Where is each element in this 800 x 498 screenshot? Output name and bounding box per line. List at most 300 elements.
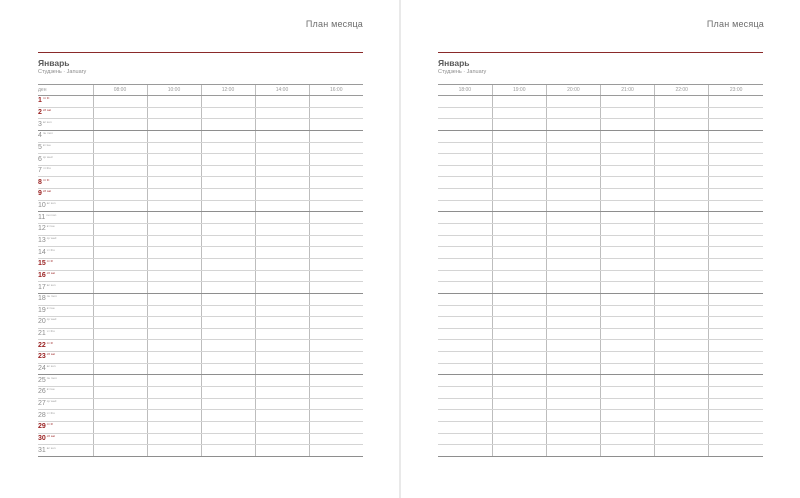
schedule-cell[interactable] — [309, 119, 363, 131]
schedule-cell[interactable] — [709, 340, 763, 352]
schedule-cell[interactable] — [600, 165, 654, 177]
schedule-cell[interactable] — [600, 421, 654, 433]
schedule-cell[interactable] — [600, 398, 654, 410]
schedule-cell[interactable] — [309, 398, 363, 410]
schedule-cell[interactable] — [600, 387, 654, 399]
schedule-cell[interactable] — [93, 305, 147, 317]
schedule-cell[interactable] — [655, 387, 709, 399]
schedule-cell[interactable] — [309, 154, 363, 166]
schedule-cell[interactable] — [492, 445, 546, 457]
schedule-cell[interactable] — [492, 258, 546, 270]
schedule-cell[interactable] — [438, 107, 492, 119]
schedule-cell[interactable] — [201, 119, 255, 131]
schedule-cell[interactable] — [201, 247, 255, 259]
schedule-cell[interactable] — [655, 96, 709, 108]
schedule-cell[interactable] — [600, 317, 654, 329]
schedule-cell[interactable] — [255, 212, 309, 224]
schedule-cell[interactable] — [201, 375, 255, 387]
schedule-cell[interactable] — [492, 421, 546, 433]
schedule-cell[interactable] — [546, 177, 600, 189]
schedule-cell[interactable] — [600, 177, 654, 189]
schedule-cell[interactable] — [147, 363, 201, 375]
schedule-cell[interactable] — [438, 119, 492, 131]
schedule-cell[interactable] — [492, 317, 546, 329]
schedule-cell[interactable] — [600, 305, 654, 317]
schedule-cell[interactable] — [255, 96, 309, 108]
schedule-cell[interactable] — [201, 177, 255, 189]
schedule-cell[interactable] — [655, 154, 709, 166]
schedule-cell[interactable] — [655, 258, 709, 270]
schedule-cell[interactable] — [309, 387, 363, 399]
schedule-cell[interactable] — [655, 107, 709, 119]
schedule-cell[interactable] — [147, 189, 201, 201]
schedule-cell[interactable] — [147, 165, 201, 177]
schedule-cell[interactable] — [93, 200, 147, 212]
schedule-cell[interactable] — [438, 328, 492, 340]
schedule-cell[interactable] — [201, 410, 255, 422]
schedule-cell[interactable] — [255, 247, 309, 259]
schedule-cell[interactable] — [600, 200, 654, 212]
schedule-cell[interactable] — [255, 328, 309, 340]
schedule-cell[interactable] — [600, 363, 654, 375]
schedule-cell[interactable] — [201, 235, 255, 247]
schedule-cell[interactable] — [492, 305, 546, 317]
schedule-cell[interactable] — [93, 177, 147, 189]
schedule-cell[interactable] — [201, 212, 255, 224]
schedule-cell[interactable] — [492, 363, 546, 375]
schedule-cell[interactable] — [438, 165, 492, 177]
schedule-cell[interactable] — [147, 247, 201, 259]
schedule-cell[interactable] — [309, 445, 363, 457]
schedule-cell[interactable] — [309, 270, 363, 282]
schedule-cell[interactable] — [255, 293, 309, 305]
schedule-cell[interactable] — [93, 212, 147, 224]
schedule-cell[interactable] — [147, 293, 201, 305]
schedule-cell[interactable] — [709, 317, 763, 329]
schedule-cell[interactable] — [438, 293, 492, 305]
schedule-cell[interactable] — [93, 398, 147, 410]
schedule-cell[interactable] — [438, 305, 492, 317]
schedule-cell[interactable] — [309, 375, 363, 387]
schedule-cell[interactable] — [492, 177, 546, 189]
schedule-cell[interactable] — [600, 352, 654, 364]
schedule-cell[interactable] — [147, 130, 201, 142]
schedule-cell[interactable] — [93, 154, 147, 166]
schedule-cell[interactable] — [438, 270, 492, 282]
schedule-cell[interactable] — [93, 421, 147, 433]
schedule-cell[interactable] — [255, 258, 309, 270]
schedule-cell[interactable] — [93, 282, 147, 294]
schedule-cell[interactable] — [147, 154, 201, 166]
schedule-cell[interactable] — [201, 282, 255, 294]
schedule-cell[interactable] — [147, 212, 201, 224]
schedule-cell[interactable] — [546, 119, 600, 131]
schedule-cell[interactable] — [492, 142, 546, 154]
schedule-cell[interactable] — [655, 328, 709, 340]
schedule-cell[interactable] — [255, 235, 309, 247]
schedule-cell[interactable] — [709, 387, 763, 399]
schedule-cell[interactable] — [492, 410, 546, 422]
schedule-cell[interactable] — [255, 352, 309, 364]
schedule-cell[interactable] — [438, 247, 492, 259]
schedule-cell[interactable] — [546, 270, 600, 282]
schedule-cell[interactable] — [655, 305, 709, 317]
schedule-cell[interactable] — [147, 410, 201, 422]
schedule-cell[interactable] — [600, 107, 654, 119]
schedule-cell[interactable] — [309, 258, 363, 270]
schedule-cell[interactable] — [546, 165, 600, 177]
schedule-cell[interactable] — [655, 410, 709, 422]
schedule-cell[interactable] — [655, 270, 709, 282]
schedule-cell[interactable] — [709, 235, 763, 247]
schedule-cell[interactable] — [709, 224, 763, 236]
schedule-cell[interactable] — [492, 433, 546, 445]
schedule-cell[interactable] — [492, 247, 546, 259]
schedule-cell[interactable] — [93, 258, 147, 270]
schedule-cell[interactable] — [201, 224, 255, 236]
schedule-cell[interactable] — [93, 375, 147, 387]
schedule-cell[interactable] — [147, 96, 201, 108]
schedule-cell[interactable] — [438, 130, 492, 142]
schedule-cell[interactable] — [201, 305, 255, 317]
schedule-cell[interactable] — [709, 154, 763, 166]
schedule-cell[interactable] — [546, 282, 600, 294]
schedule-cell[interactable] — [492, 235, 546, 247]
schedule-cell[interactable] — [309, 200, 363, 212]
schedule-cell[interactable] — [147, 142, 201, 154]
schedule-cell[interactable] — [600, 154, 654, 166]
schedule-cell[interactable] — [255, 421, 309, 433]
schedule-cell[interactable] — [600, 212, 654, 224]
schedule-cell[interactable] — [255, 165, 309, 177]
schedule-cell[interactable] — [655, 282, 709, 294]
schedule-cell[interactable] — [255, 445, 309, 457]
schedule-cell[interactable] — [600, 224, 654, 236]
schedule-cell[interactable] — [492, 270, 546, 282]
schedule-cell[interactable] — [492, 96, 546, 108]
schedule-cell[interactable] — [201, 445, 255, 457]
schedule-cell[interactable] — [492, 352, 546, 364]
schedule-cell[interactable] — [147, 200, 201, 212]
schedule-cell[interactable] — [546, 363, 600, 375]
schedule-cell[interactable] — [546, 433, 600, 445]
schedule-cell[interactable] — [438, 352, 492, 364]
schedule-cell[interactable] — [201, 398, 255, 410]
schedule-cell[interactable] — [309, 235, 363, 247]
schedule-cell[interactable] — [546, 398, 600, 410]
schedule-cell[interactable] — [309, 410, 363, 422]
schedule-cell[interactable] — [709, 410, 763, 422]
schedule-cell[interactable] — [492, 293, 546, 305]
schedule-cell[interactable] — [709, 445, 763, 457]
schedule-cell[interactable] — [255, 130, 309, 142]
schedule-cell[interactable] — [147, 107, 201, 119]
schedule-cell[interactable] — [309, 363, 363, 375]
schedule-cell[interactable] — [438, 387, 492, 399]
schedule-cell[interactable] — [255, 154, 309, 166]
schedule-cell[interactable] — [546, 96, 600, 108]
schedule-cell[interactable] — [147, 421, 201, 433]
schedule-cell[interactable] — [546, 421, 600, 433]
schedule-cell[interactable] — [438, 258, 492, 270]
schedule-cell[interactable] — [492, 212, 546, 224]
schedule-cell[interactable] — [147, 352, 201, 364]
schedule-cell[interactable] — [309, 130, 363, 142]
schedule-cell[interactable] — [309, 328, 363, 340]
schedule-cell[interactable] — [201, 165, 255, 177]
schedule-cell[interactable] — [255, 433, 309, 445]
schedule-cell[interactable] — [309, 317, 363, 329]
schedule-cell[interactable] — [438, 421, 492, 433]
schedule-cell[interactable] — [93, 328, 147, 340]
schedule-cell[interactable] — [438, 177, 492, 189]
schedule-cell[interactable] — [438, 96, 492, 108]
schedule-cell[interactable] — [255, 410, 309, 422]
schedule-cell[interactable] — [255, 200, 309, 212]
schedule-cell[interactable] — [201, 363, 255, 375]
schedule-cell[interactable] — [309, 340, 363, 352]
schedule-cell[interactable] — [600, 258, 654, 270]
schedule-cell[interactable] — [709, 96, 763, 108]
schedule-cell[interactable] — [255, 305, 309, 317]
schedule-cell[interactable] — [600, 375, 654, 387]
schedule-cell[interactable] — [600, 340, 654, 352]
schedule-cell[interactable] — [709, 352, 763, 364]
schedule-cell[interactable] — [492, 224, 546, 236]
schedule-cell[interactable] — [546, 305, 600, 317]
schedule-cell[interactable] — [147, 445, 201, 457]
schedule-cell[interactable] — [309, 165, 363, 177]
schedule-cell[interactable] — [93, 247, 147, 259]
schedule-cell[interactable] — [255, 142, 309, 154]
schedule-cell[interactable] — [546, 375, 600, 387]
schedule-cell[interactable] — [655, 130, 709, 142]
schedule-cell[interactable] — [600, 119, 654, 131]
schedule-cell[interactable] — [255, 119, 309, 131]
schedule-cell[interactable] — [600, 130, 654, 142]
schedule-cell[interactable] — [546, 235, 600, 247]
schedule-cell[interactable] — [546, 142, 600, 154]
schedule-cell[interactable] — [438, 200, 492, 212]
schedule-cell[interactable] — [255, 317, 309, 329]
schedule-cell[interactable] — [93, 387, 147, 399]
schedule-cell[interactable] — [546, 154, 600, 166]
schedule-cell[interactable] — [93, 293, 147, 305]
schedule-cell[interactable] — [147, 305, 201, 317]
schedule-cell[interactable] — [255, 270, 309, 282]
schedule-cell[interactable] — [492, 200, 546, 212]
schedule-cell[interactable] — [438, 445, 492, 457]
schedule-cell[interactable] — [546, 107, 600, 119]
schedule-cell[interactable] — [709, 130, 763, 142]
schedule-cell[interactable] — [709, 398, 763, 410]
schedule-cell[interactable] — [709, 328, 763, 340]
schedule-cell[interactable] — [600, 270, 654, 282]
schedule-cell[interactable] — [709, 107, 763, 119]
schedule-cell[interactable] — [309, 293, 363, 305]
schedule-cell[interactable] — [309, 189, 363, 201]
schedule-cell[interactable] — [709, 375, 763, 387]
schedule-cell[interactable] — [93, 410, 147, 422]
schedule-cell[interactable] — [709, 421, 763, 433]
schedule-cell[interactable] — [655, 200, 709, 212]
schedule-cell[interactable] — [709, 282, 763, 294]
schedule-cell[interactable] — [255, 177, 309, 189]
schedule-cell[interactable] — [201, 421, 255, 433]
schedule-cell[interactable] — [709, 165, 763, 177]
schedule-cell[interactable] — [546, 258, 600, 270]
schedule-cell[interactable] — [147, 317, 201, 329]
schedule-cell[interactable] — [492, 387, 546, 399]
schedule-cell[interactable] — [655, 142, 709, 154]
schedule-cell[interactable] — [147, 387, 201, 399]
schedule-cell[interactable] — [93, 165, 147, 177]
schedule-cell[interactable] — [438, 282, 492, 294]
schedule-cell[interactable] — [438, 340, 492, 352]
schedule-cell[interactable] — [255, 398, 309, 410]
schedule-cell[interactable] — [709, 270, 763, 282]
schedule-cell[interactable] — [655, 375, 709, 387]
schedule-cell[interactable] — [600, 189, 654, 201]
schedule-cell[interactable] — [201, 154, 255, 166]
schedule-cell[interactable] — [492, 398, 546, 410]
schedule-cell[interactable] — [600, 410, 654, 422]
schedule-cell[interactable] — [709, 363, 763, 375]
schedule-cell[interactable] — [93, 96, 147, 108]
schedule-cell[interactable] — [255, 282, 309, 294]
schedule-cell[interactable] — [147, 328, 201, 340]
schedule-cell[interactable] — [201, 258, 255, 270]
schedule-cell[interactable] — [546, 130, 600, 142]
schedule-cell[interactable] — [655, 177, 709, 189]
schedule-cell[interactable] — [438, 142, 492, 154]
schedule-cell[interactable] — [709, 119, 763, 131]
schedule-cell[interactable] — [655, 340, 709, 352]
schedule-cell[interactable] — [147, 235, 201, 247]
schedule-cell[interactable] — [655, 119, 709, 131]
schedule-cell[interactable] — [201, 107, 255, 119]
schedule-cell[interactable] — [655, 224, 709, 236]
schedule-cell[interactable] — [546, 317, 600, 329]
schedule-cell[interactable] — [546, 328, 600, 340]
schedule-cell[interactable] — [309, 107, 363, 119]
schedule-cell[interactable] — [255, 107, 309, 119]
schedule-cell[interactable] — [492, 119, 546, 131]
schedule-cell[interactable] — [255, 375, 309, 387]
schedule-cell[interactable] — [201, 433, 255, 445]
schedule-cell[interactable] — [438, 363, 492, 375]
schedule-cell[interactable] — [93, 119, 147, 131]
schedule-cell[interactable] — [147, 224, 201, 236]
schedule-cell[interactable] — [201, 352, 255, 364]
schedule-cell[interactable] — [255, 189, 309, 201]
schedule-cell[interactable] — [201, 189, 255, 201]
schedule-cell[interactable] — [438, 317, 492, 329]
schedule-cell[interactable] — [600, 282, 654, 294]
schedule-cell[interactable] — [201, 130, 255, 142]
schedule-cell[interactable] — [93, 317, 147, 329]
schedule-cell[interactable] — [492, 328, 546, 340]
schedule-cell[interactable] — [546, 224, 600, 236]
schedule-cell[interactable] — [546, 445, 600, 457]
schedule-cell[interactable] — [492, 340, 546, 352]
schedule-cell[interactable] — [438, 154, 492, 166]
schedule-cell[interactable] — [147, 177, 201, 189]
schedule-cell[interactable] — [309, 352, 363, 364]
schedule-cell[interactable] — [147, 398, 201, 410]
schedule-cell[interactable] — [147, 258, 201, 270]
schedule-cell[interactable] — [93, 107, 147, 119]
schedule-cell[interactable] — [655, 421, 709, 433]
schedule-cell[interactable] — [492, 189, 546, 201]
schedule-cell[interactable] — [438, 224, 492, 236]
schedule-cell[interactable] — [438, 398, 492, 410]
schedule-cell[interactable] — [201, 96, 255, 108]
schedule-cell[interactable] — [93, 270, 147, 282]
schedule-cell[interactable] — [709, 142, 763, 154]
schedule-cell[interactable] — [655, 212, 709, 224]
schedule-cell[interactable] — [492, 375, 546, 387]
schedule-cell[interactable] — [309, 282, 363, 294]
schedule-cell[interactable] — [600, 433, 654, 445]
schedule-cell[interactable] — [93, 235, 147, 247]
schedule-cell[interactable] — [655, 247, 709, 259]
schedule-cell[interactable] — [93, 142, 147, 154]
schedule-cell[interactable] — [147, 433, 201, 445]
schedule-cell[interactable] — [600, 96, 654, 108]
schedule-cell[interactable] — [492, 130, 546, 142]
schedule-cell[interactable] — [201, 142, 255, 154]
schedule-cell[interactable] — [438, 410, 492, 422]
schedule-cell[interactable] — [93, 340, 147, 352]
schedule-cell[interactable] — [709, 258, 763, 270]
schedule-cell[interactable] — [309, 421, 363, 433]
schedule-cell[interactable] — [438, 235, 492, 247]
schedule-cell[interactable] — [709, 189, 763, 201]
schedule-cell[interactable] — [255, 224, 309, 236]
schedule-cell[interactable] — [147, 270, 201, 282]
schedule-cell[interactable] — [600, 235, 654, 247]
schedule-cell[interactable] — [709, 200, 763, 212]
schedule-cell[interactable] — [309, 433, 363, 445]
schedule-cell[interactable] — [546, 293, 600, 305]
schedule-cell[interactable] — [709, 305, 763, 317]
schedule-cell[interactable] — [201, 317, 255, 329]
schedule-cell[interactable] — [309, 305, 363, 317]
schedule-cell[interactable] — [546, 352, 600, 364]
schedule-cell[interactable] — [655, 189, 709, 201]
schedule-cell[interactable] — [201, 270, 255, 282]
schedule-cell[interactable] — [655, 363, 709, 375]
schedule-cell[interactable] — [201, 387, 255, 399]
schedule-cell[interactable] — [147, 340, 201, 352]
schedule-cell[interactable] — [492, 165, 546, 177]
schedule-cell[interactable] — [93, 189, 147, 201]
schedule-cell[interactable] — [709, 212, 763, 224]
schedule-cell[interactable] — [546, 340, 600, 352]
schedule-cell[interactable] — [546, 387, 600, 399]
schedule-cell[interactable] — [546, 247, 600, 259]
schedule-cell[interactable] — [93, 130, 147, 142]
schedule-cell[interactable] — [438, 375, 492, 387]
schedule-cell[interactable] — [93, 433, 147, 445]
schedule-cell[interactable] — [255, 340, 309, 352]
schedule-cell[interactable] — [309, 142, 363, 154]
schedule-cell[interactable] — [709, 247, 763, 259]
schedule-cell[interactable] — [309, 212, 363, 224]
schedule-cell[interactable] — [600, 142, 654, 154]
schedule-cell[interactable] — [309, 247, 363, 259]
